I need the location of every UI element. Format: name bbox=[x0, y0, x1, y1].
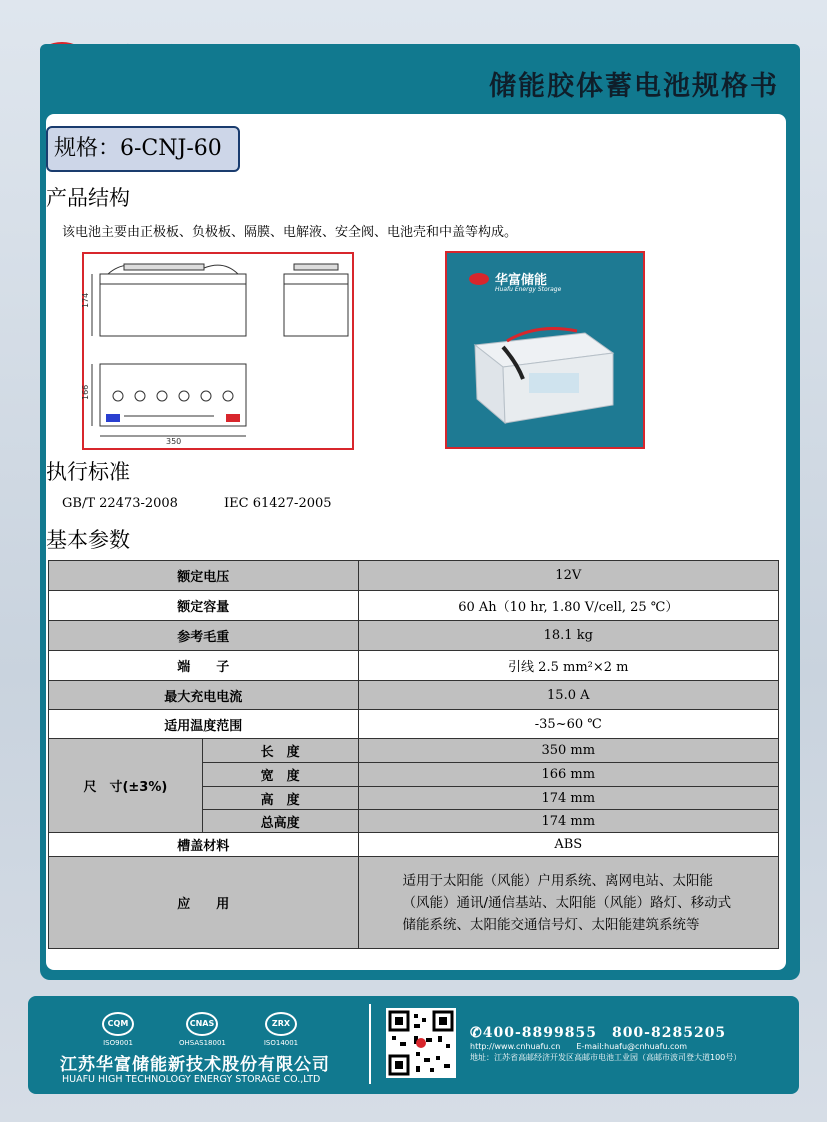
param-value: 引线 2.5 mm²×2 m bbox=[358, 651, 778, 681]
param-value: ABS bbox=[358, 833, 778, 857]
document-title: 储能胶体蓄电池规格书 bbox=[489, 71, 779, 102]
qr-code-icon bbox=[386, 1008, 456, 1078]
photo-brand-en: Huafu Energy Storage bbox=[495, 286, 562, 293]
cert-text: ISO14001 bbox=[263, 1039, 299, 1047]
param-value: 12V bbox=[358, 561, 778, 591]
footer-divider bbox=[369, 1004, 371, 1084]
web-email: http://www.cnhuafu.cn E-mail:huafu@cnhuafu.com bbox=[470, 1042, 688, 1051]
table-row bbox=[49, 561, 779, 591]
table-row bbox=[49, 833, 779, 857]
size-sub-label: 总高度 bbox=[202, 810, 358, 833]
standard-item: GB/T 22473-2008 bbox=[62, 496, 178, 511]
battery-photo-svg bbox=[447, 253, 643, 447]
cert-iso14001 bbox=[258, 1012, 304, 1047]
positive-terminal-icon bbox=[226, 414, 240, 422]
param-value: 60 Ah（10 hr, 1.80 V/cell, 25 ℃） bbox=[358, 591, 778, 621]
negative-terminal-icon bbox=[106, 414, 120, 422]
phone-numbers: ✆400-8899855 800-8285205 bbox=[470, 1025, 727, 1041]
standards-heading: 执行标准 bbox=[46, 460, 130, 484]
company-name-en: HUAFU HIGH TECHNOLOGY ENERGY STORAGE CO.,LTD bbox=[62, 1074, 321, 1085]
table-row bbox=[49, 710, 779, 739]
size-sub-label: 长 度 bbox=[202, 739, 358, 763]
param-label: 应 用 bbox=[49, 857, 359, 949]
length-dimension: 350 bbox=[166, 437, 182, 446]
params-heading: 基本参数 bbox=[46, 528, 130, 552]
param-value: -35~60 ℃ bbox=[358, 710, 778, 739]
table-row bbox=[49, 651, 779, 681]
size-value: 174 mm bbox=[358, 810, 778, 833]
param-label: 适用温度范围 bbox=[49, 710, 359, 739]
param-label: 端 子 bbox=[49, 651, 359, 681]
params-table bbox=[48, 560, 779, 949]
width-dimension: 166 bbox=[81, 384, 90, 400]
battery-drawing-svg bbox=[81, 254, 352, 448]
application-value: 适用于太阳能（风能）户用系统、离网电站、太阳能（风能）通讯/通信基站、太阳能（风能）路灯、移动式储能系统、太阳能交通信号灯、太阳能建筑系统等 bbox=[358, 857, 778, 949]
param-label: 额定容量 bbox=[49, 591, 359, 621]
param-label: 最大充电电流 bbox=[49, 681, 359, 710]
cert-ohsas18001 bbox=[179, 1012, 225, 1047]
cnas-cert-icon: CNAS bbox=[186, 1012, 218, 1036]
structure-heading: 产品结构 bbox=[46, 186, 130, 210]
structure-description: 该电池主要由正极板、负极板、隔膜、电解液、安全阀、电池壳和中盖等构成。 bbox=[62, 225, 518, 240]
param-label: 参考毛重 bbox=[49, 621, 359, 651]
cert-text: ISO9001 bbox=[103, 1039, 133, 1047]
size-sub-label: 宽 度 bbox=[202, 763, 358, 787]
zrx-cert-icon: ZRX bbox=[265, 1012, 297, 1036]
param-value: 18.1 kg bbox=[358, 621, 778, 651]
table-row bbox=[49, 857, 779, 949]
photo-brand-cn: 华富储能 bbox=[495, 273, 548, 288]
standard-item: IEC 61427-2005 bbox=[224, 496, 332, 511]
spec-label: 规格：6-CNJ-60 bbox=[46, 126, 240, 172]
size-sub-label: 高 度 bbox=[202, 787, 358, 810]
cert-iso9001 bbox=[95, 1012, 141, 1047]
table-row bbox=[49, 591, 779, 621]
size-value: 174 mm bbox=[358, 787, 778, 810]
cqm-cert-icon: CQM bbox=[102, 1012, 134, 1036]
table-row bbox=[49, 681, 779, 710]
param-label: 额定电压 bbox=[49, 561, 359, 591]
company-name-cn: 江苏华富储能新技术股份有限公司 bbox=[60, 1055, 330, 1075]
technical-drawing bbox=[82, 252, 354, 450]
product-photo bbox=[445, 251, 645, 449]
table-row bbox=[49, 621, 779, 651]
cert-text: OHSAS18001 bbox=[179, 1039, 226, 1047]
size-label: 尺 寸(±3%) bbox=[49, 739, 203, 833]
size-value: 350 mm bbox=[358, 739, 778, 763]
table-row bbox=[49, 739, 779, 763]
param-label: 槽盖材料 bbox=[49, 833, 359, 857]
height-dimension: 174 bbox=[81, 292, 90, 308]
size-value: 166 mm bbox=[358, 763, 778, 787]
address: 地址：江苏省高邮经济开发区高邮市电池工业园（高邮市波司登大道100号） bbox=[470, 1053, 742, 1062]
param-value: 15.0 A bbox=[358, 681, 778, 710]
